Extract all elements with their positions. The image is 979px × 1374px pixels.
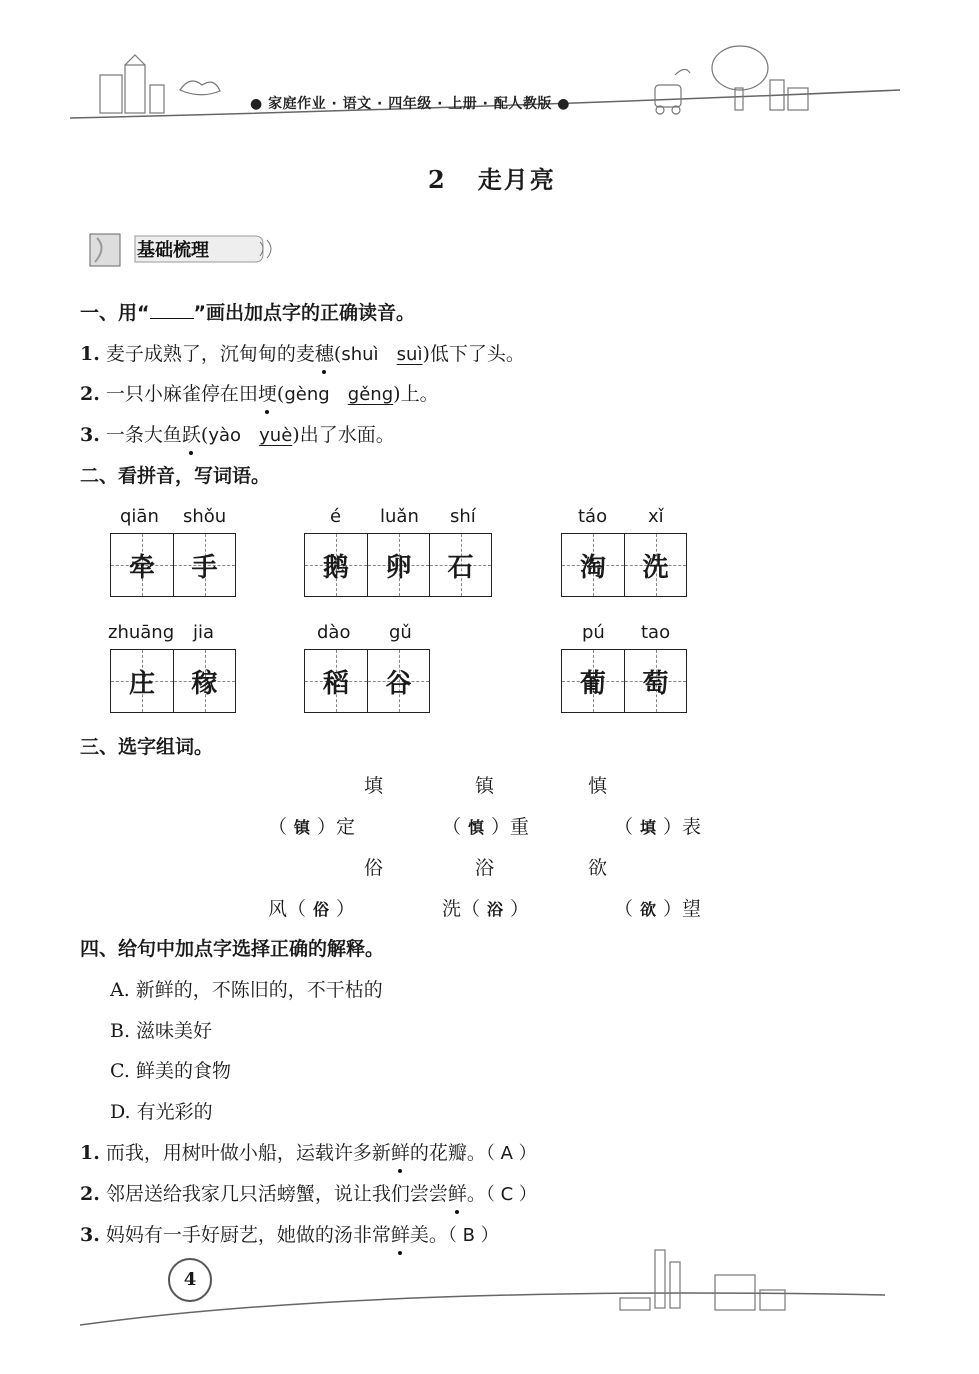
choice-char: 欲: [588, 857, 608, 879]
q4-item-3: 3. 妈妈有一手好厨艺，她做的汤非常鲜美。（ B ）: [80, 1220, 499, 1247]
dotted-char: 鲜: [448, 1179, 467, 1206]
lesson-number: 2: [428, 165, 447, 194]
answer: （ B ）: [447, 1225, 499, 1246]
q3-heading: 三、选字组词。: [80, 736, 214, 758]
option-b: B. 滋味美好: [110, 1020, 213, 1042]
dotted-char: 鲜: [391, 1138, 410, 1165]
char-grid-zhuangjia: 庄 稼: [110, 649, 236, 713]
q1-item-2: 2. 一只小麻雀停在田埂(gèng gěng)上。: [80, 379, 439, 406]
dotted-char: 穗: [315, 339, 334, 366]
q2-heading: 二、看拼音，写词语。: [80, 465, 271, 487]
q4-heading: 四、给句中加点字选择正确的解释。: [80, 938, 385, 960]
q4-item-2: 2. 邻居送给我家几只活螃蟹，说让我们尝尝鲜。（ C ）: [80, 1179, 537, 1206]
choice-char: 镇: [475, 775, 495, 797]
choice-char: 慎: [588, 775, 608, 797]
dotted-char: 跃: [182, 420, 201, 447]
char-grid-qianshou: 牵 手: [110, 533, 236, 597]
option-d: D. 有光彩的: [110, 1101, 213, 1123]
option-c: C. 鲜美的食物: [110, 1060, 231, 1082]
answer-underline: yuè: [259, 425, 293, 446]
word-item: （ 欲 ）望: [614, 898, 702, 920]
word-item: （ 填 ）表: [614, 816, 702, 838]
page-number: 4: [168, 1258, 212, 1302]
q1-item-1: 1. 麦子成熟了，沉甸甸的麦穗(shuì suì)低下了头。: [80, 339, 525, 366]
answer: （ A ）: [485, 1143, 537, 1164]
char-grid-daogu: 稻 谷: [304, 649, 430, 713]
header-title: ● 家庭作业 · 语文 · 四年级 · 上册 · 配人教版 ●: [250, 96, 570, 112]
q1-heading: 一、用“ ”画出加点字的正确读音。: [80, 302, 415, 324]
choice-char: 俗: [364, 857, 384, 879]
answer: （ C ）: [485, 1184, 537, 1205]
page-title: [428, 160, 556, 195]
q4-item-1: 1. 而我，用树叶做小船，运载许多新鲜的花瓣。（ A ）: [80, 1138, 537, 1165]
dotted-char: 鲜: [391, 1220, 410, 1247]
char-grid-putao: 葡 萄: [561, 649, 687, 713]
choice-char: 浴: [475, 857, 495, 879]
word-item: （ 慎 ）重: [442, 816, 530, 838]
word-item: （ 镇 ）定: [268, 816, 356, 838]
lesson-title: 走月亮: [477, 165, 556, 194]
answer-underline: gěng: [347, 384, 394, 405]
char-grid-eluanshi: 鹅 卵 石: [304, 533, 492, 597]
choice-char: 填: [364, 775, 384, 797]
q1-item-3: 3. 一条大鱼跃(yào yuè)出了水面。: [80, 420, 395, 447]
pinyin-row-1: qiān shǒu é luǎn shí táo xǐ: [120, 506, 664, 527]
section-label: 基础梳理: [137, 240, 209, 261]
word-item: 风（ 俗 ）: [268, 898, 356, 920]
underline-blank: [150, 304, 194, 319]
header-decoration: [70, 40, 910, 130]
option-a: A. 新鲜的，不陈旧的，不干枯的: [110, 979, 383, 1001]
pinyin-row-2: zhuāng jia dào gǔ pú tao: [108, 622, 671, 643]
char-grid-taoxi: 淘 洗: [561, 533, 687, 597]
answer-underline: suì: [396, 344, 423, 365]
dotted-char: 埂: [258, 379, 277, 406]
word-item: 洗（ 浴 ）: [442, 898, 530, 920]
